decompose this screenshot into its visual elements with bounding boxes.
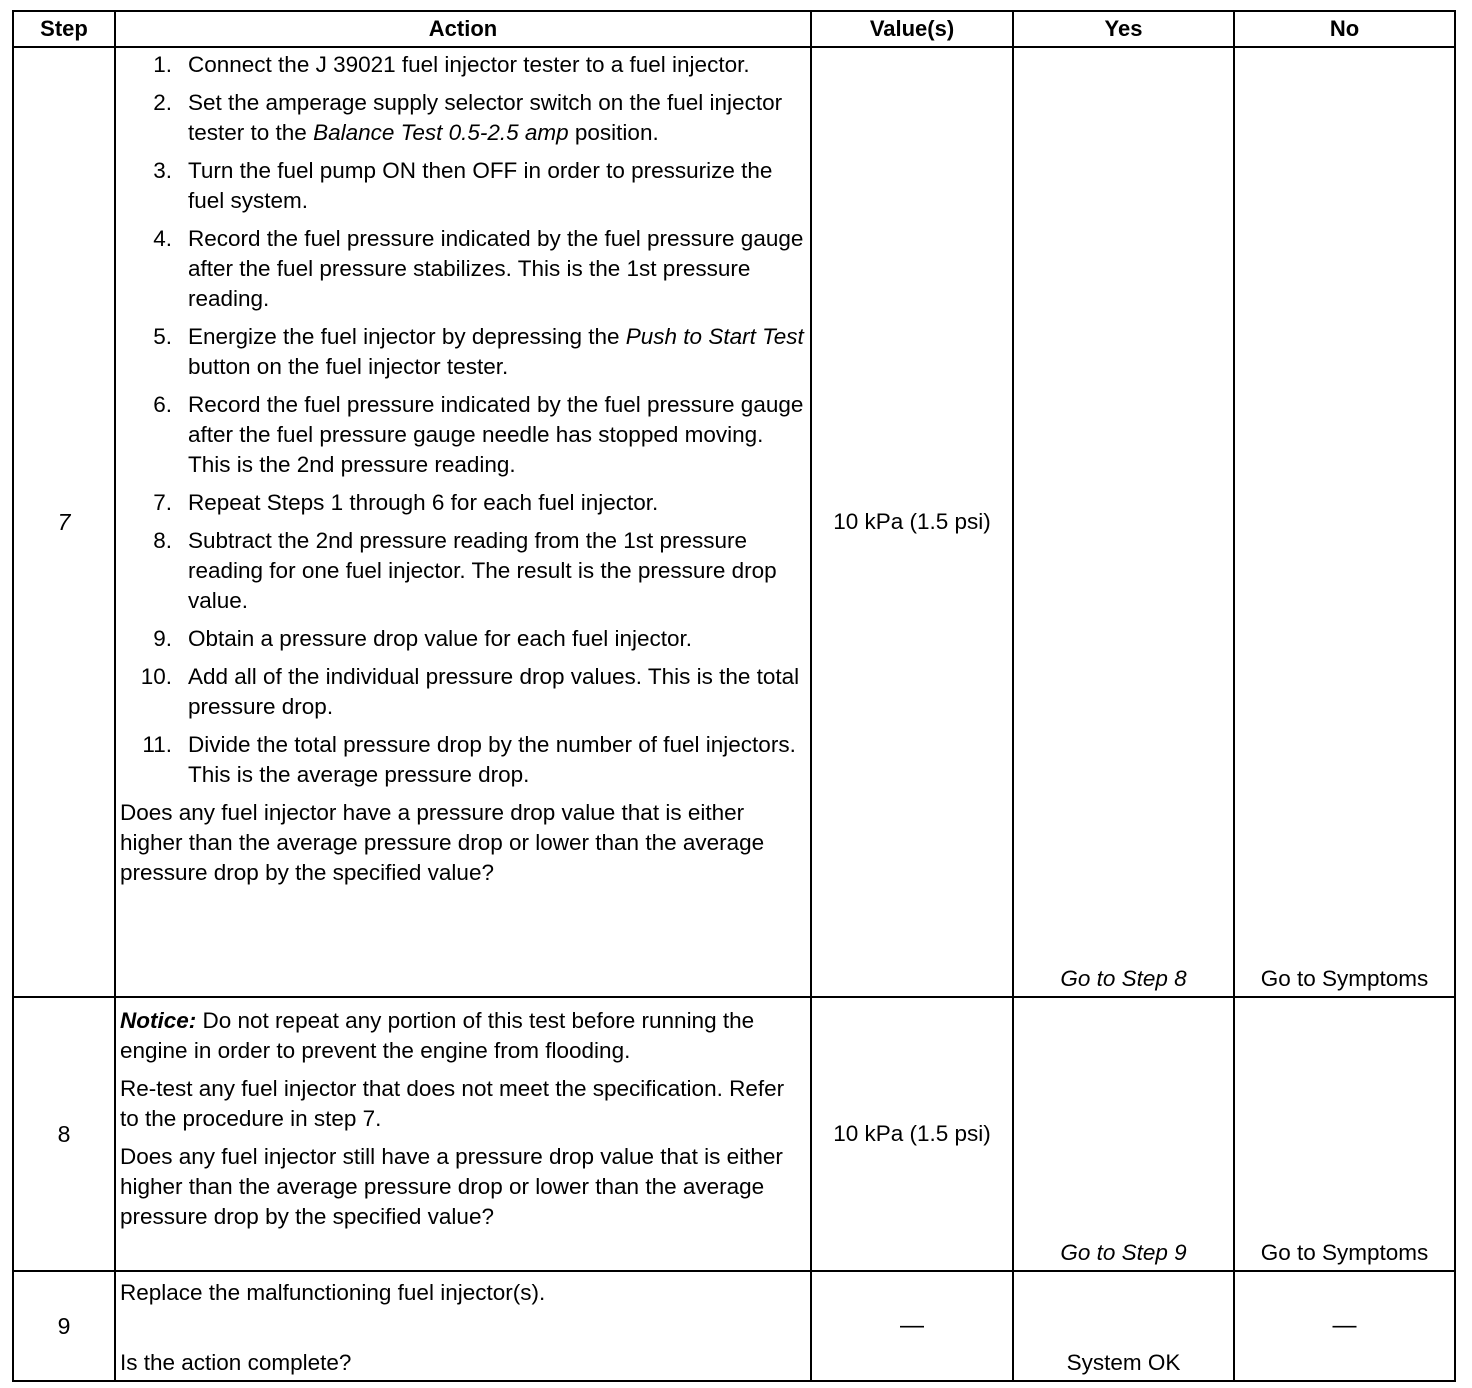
list-item-text: Record the fuel pressure indicated by the fuel pressure gauge after the fuel pressure stabilizes. This is the 1st pressure reading. [188,226,804,311]
yes-link[interactable]: Go to Step 8 [1060,966,1187,991]
list-item-text: button on the fuel injector tester. [188,354,509,379]
list-item-text: Energize the fuel injector by depressing the [188,324,626,349]
table-row-step-8 [13,997,1455,1271]
yes-link[interactable]: Go to Step 9 [1060,1240,1187,1265]
header-no: No [1234,11,1455,47]
list-item [120,488,806,518]
step-number: 9 [13,1271,115,1381]
yes-cell [1013,1271,1234,1381]
step-number: 8 [13,997,115,1271]
value-cell: 10 kPa (1.5 psi) [811,997,1013,1271]
no-link[interactable]: Go to Symptoms [1260,966,1429,991]
list-item-number: 9. [153,626,172,651]
list-item-number: 1. [153,52,172,77]
header-action: Action [115,11,811,47]
question-text: Is the action complete? [120,1350,352,1375]
value-cell: 10 kPa (1.5 psi) [811,47,1013,997]
action-cell [115,997,811,1271]
action-cell [115,47,811,997]
list-item-number: 7. [153,490,172,515]
header-values: Value(s) [811,11,1013,47]
value-cell: — [811,1271,1013,1381]
list-item-text: Add all of the individual pressure drop values. This is the total pressure drop. [188,664,800,719]
header-yes: Yes [1013,11,1234,47]
notice-body: Do not repeat any portion of this test before running the engine in order to prevent the engine from flooding. [120,1008,755,1063]
notice-text [120,1006,806,1066]
list-item-number: 2. [153,90,172,115]
list-item-text: Set the amperage supply selector switch on the fuel injector tester to the [188,90,783,145]
no-cell [1234,997,1455,1271]
list-item-text: Obtain a pressure drop value for each fuel injector. [188,626,693,651]
list-item-text: Subtract the 2nd pressure reading from the 1st pressure reading for one fuel injector. The result is the pressure drop value. [188,528,777,613]
list-item [120,662,806,722]
list-item-number: 5. [153,324,172,349]
list-item [120,390,806,480]
list-item [120,50,806,80]
no-link[interactable]: Go to Symptoms [1260,1240,1429,1265]
diagnostic-table [12,10,1456,1382]
list-item-number: 4. [153,226,172,251]
question-text: Does any fuel injector have a pressure drop value that is either higher than the average pressure drop or lower than the average pressure drop by the specified value? [120,800,765,885]
list-item-number: 6. [153,392,172,417]
no-cell [1234,47,1455,997]
list-item-text: Repeat Steps 1 through 6 for each fuel injector. [188,490,659,515]
action-cell [115,1271,811,1381]
instruction-text: Re-test any fuel injector that does not meet the specification. Refer to the procedure in step 7. [120,1076,785,1131]
list-item [120,624,806,654]
header-row [13,11,1455,47]
list-item-number: 11. [142,732,172,757]
list-item-emphasis: Push to Start Test [625,324,804,349]
list-item [120,322,806,382]
list-item-text: Turn the fuel pump ON then OFF in order to pressurize the fuel system. [188,158,773,213]
list-item-number: 10. [140,664,172,689]
list-item-text: position. [568,120,659,145]
list-item-number: 3. [153,158,172,183]
yes-cell [1013,997,1234,1271]
list-item-text: Divide the total pressure drop by the number of fuel injectors. This is the average pressure drop. [188,732,796,787]
notice-label: Notice: [120,1008,197,1033]
table-row-step-7 [13,47,1455,997]
list-item-number: 8. [153,528,172,553]
yes-link[interactable]: System OK [1066,1350,1181,1375]
no-cell: — [1234,1271,1455,1381]
list-item [120,224,806,314]
list-item [120,88,806,148]
procedure-list [120,50,806,790]
question-text: Does any fuel injector still have a pressure drop value that is either higher than the average pressure drop or lower than the average pressure drop by the specified value? [120,1144,783,1229]
header-step: Step [13,11,115,47]
table-row-step-9 [13,1271,1455,1381]
yes-cell [1013,47,1234,997]
step-number: 7 [13,47,115,997]
list-item-text: Connect the J 39021 fuel injector tester to a fuel injector. [188,52,750,77]
list-item [120,730,806,790]
list-item-text: Record the fuel pressure indicated by the fuel pressure gauge after the fuel pressure gauge needle has stopped moving. This is the 2nd pressure reading. [188,392,804,477]
list-item [120,526,806,616]
list-item-emphasis: Balance Test 0.5-2.5 amp [313,120,569,145]
instruction-text: Replace the malfunctioning fuel injector(s). [120,1280,546,1305]
list-item [120,156,806,216]
